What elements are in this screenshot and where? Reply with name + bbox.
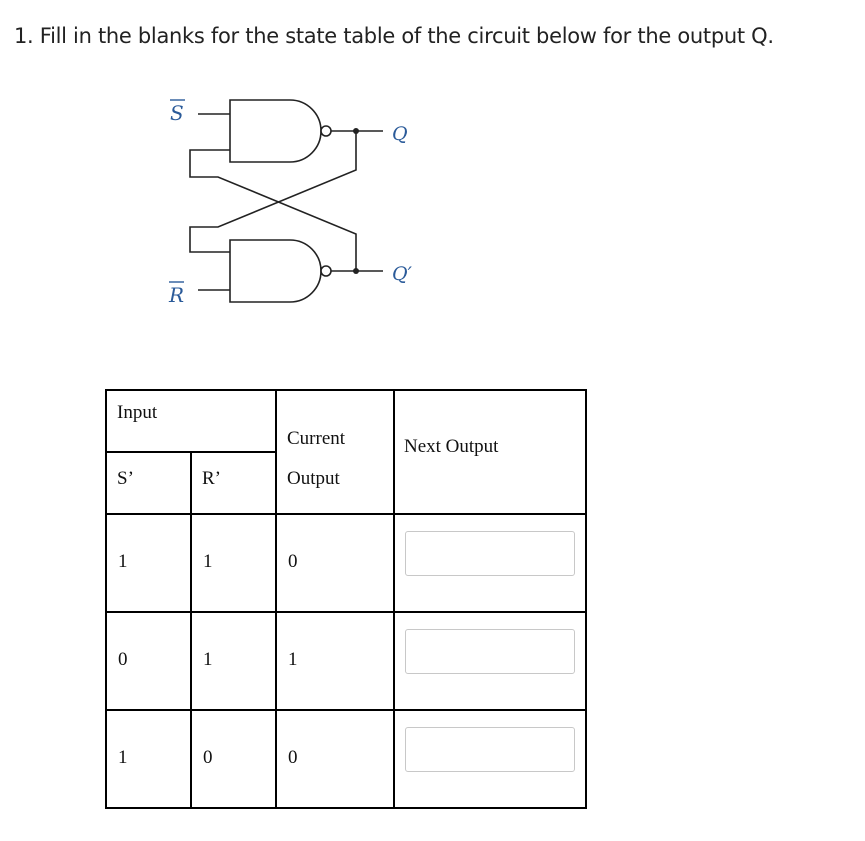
row3-next-output-input[interactable]: [405, 727, 575, 772]
current-output-header-line2: Output: [287, 468, 340, 489]
r-prime-header-cell: [191, 452, 276, 514]
next-output-header: Next Output: [404, 436, 499, 457]
row1-s-value: 1: [118, 551, 128, 572]
table-header-row: [106, 390, 586, 452]
junction-dot-top: [353, 128, 359, 134]
input-header-cell: [106, 390, 276, 452]
sr-latch-diagram: [160, 90, 460, 320]
s-bar-label: S: [170, 101, 184, 125]
r-prime-header: R’: [202, 468, 221, 489]
table-row: [106, 710, 586, 808]
nand-gate-bottom: [230, 240, 321, 302]
row1-next-output-input[interactable]: [405, 531, 575, 576]
next-output-header-cell: [394, 390, 586, 514]
table-row: [106, 514, 586, 612]
row1-r-value: 1: [203, 551, 213, 572]
row3-current-value: 0: [288, 747, 298, 768]
s-prime-header-cell: [106, 452, 191, 514]
row3-s-value: 1: [118, 747, 128, 768]
current-output-header-cell: [276, 390, 394, 514]
row2-s-value: 0: [118, 649, 128, 670]
junction-dot-bottom: [353, 268, 359, 274]
row2-current-value: 1: [288, 649, 298, 670]
nand-gate-top: [230, 100, 321, 162]
table-row: [106, 612, 586, 710]
row1-current-value: 0: [288, 551, 298, 572]
row2-next-output-input[interactable]: [405, 629, 575, 674]
nand-bubble-bottom: [321, 266, 331, 276]
nand-bubble-top: [321, 126, 331, 136]
input-header: Input: [117, 402, 158, 423]
row3-r-value: 0: [203, 747, 213, 768]
state-table: [105, 389, 587, 809]
row2-r-value: 1: [203, 649, 213, 670]
question-text: 1. Fill in the blanks for the state table of the circuit below for the output Q.: [14, 24, 774, 48]
r-bar-label: R: [169, 283, 185, 307]
current-output-header-line1: Current: [287, 428, 346, 449]
q-label: Q: [392, 123, 408, 145]
q-prime-label: Q′: [392, 263, 412, 285]
s-prime-header: S’: [117, 468, 134, 489]
